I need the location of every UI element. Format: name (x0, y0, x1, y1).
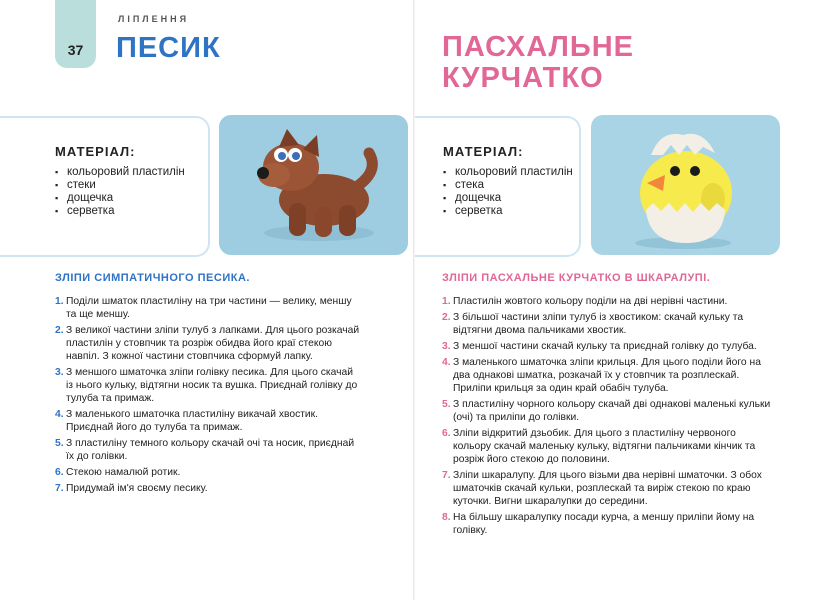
step-text: Пластилін жовтого кольору поділи на дві нерівні частини. (453, 296, 728, 307)
page-number-tab (55, 0, 96, 68)
instructions-heading: ЗЛІПИ ПАСХАЛЬНЕ КУРЧАТКО В ШКАРАЛУПІ. (442, 272, 711, 284)
material-item: ▪ серветка (55, 205, 185, 218)
material-item: ▪ стеки (55, 179, 185, 192)
dog-photo (219, 115, 408, 255)
step-number: 4. (55, 409, 64, 420)
step-item (442, 511, 772, 537)
materials-list (443, 166, 573, 218)
section-label: ЛІПЛЕННЯ (118, 14, 190, 24)
step-text: На більшу шкаралупку посади курча, а меншу приліпи йому на голівку. (453, 512, 755, 536)
step-item (55, 482, 360, 495)
right-page (415, 0, 831, 600)
step-number: 7. (442, 470, 451, 481)
step-number: 7. (55, 483, 64, 494)
step-text: З більшої частини зліпи тулуб із хвостиком: скачай кульку та відтягни двома пальчиками хвостик. (453, 312, 744, 336)
material-item: ▪ серветка (443, 205, 573, 218)
step-item (442, 295, 772, 308)
step-item (55, 466, 360, 479)
step-number: 6. (55, 467, 64, 478)
step-text: Стекою намалюй ротик. (66, 467, 181, 478)
page-title-chick (442, 32, 634, 94)
page-title-dog: ПЕСИК (116, 32, 221, 64)
title-line: КУРЧАТКО (442, 62, 604, 94)
material-item: ▪ дощечка (55, 192, 185, 205)
step-number: 2. (55, 325, 64, 336)
step-item (442, 311, 772, 337)
page-number: 37 (67, 42, 84, 58)
step-text: Поділи шматок пластиліну на три частини — велику, меншу та ще меншу. (66, 296, 352, 320)
materials-box (415, 116, 581, 257)
step-text: З пластиліну темного кольору скачай очі та носик, приєднай їх до голівки. (66, 438, 355, 462)
step-text: З великої частини зліпи тулуб з лапками. Для цього розкачай пластилін у стовпчик та розріж обидва його краї стекою навпіл. З кожної частини стовпчика сформуй лапку. (66, 325, 360, 362)
clay-dog-image (219, 115, 408, 255)
step-text: З меншого шматочка зліпи голівку песика. Для цього скачай із нього кульку, відтягни носик та вушка. Приєднай голівку до тулуба та примаж. (66, 367, 358, 404)
materials-list (55, 166, 185, 218)
step-item (55, 437, 360, 463)
step-number: 3. (55, 367, 64, 378)
step-text: З маленького шматочка пластиліну викачай хвостик. Приєднай його до тулуба та примаж. (66, 409, 319, 433)
steps-list (55, 295, 360, 498)
step-item (442, 469, 772, 508)
material-item: ▪ кольоровий пластилін (443, 166, 573, 179)
materials-title: МАТЕРІАЛ: (443, 144, 524, 159)
step-number: 8. (442, 512, 451, 523)
materials-title: МАТЕРІАЛ: (55, 144, 136, 159)
step-item (55, 324, 360, 363)
material-item: ▪ дощечка (443, 192, 573, 205)
step-text: Придумай ім'я своєму песику. (66, 483, 208, 494)
materials-box (0, 116, 210, 257)
left-page (0, 0, 413, 600)
step-number: 2. (442, 312, 451, 323)
step-item (442, 340, 772, 353)
step-text: Зліпи відкритий дзьобик. Для цього з пластиліну червоного кольору скачай маленьку кульку, відтягни пальчиками кінчик та розріж його стекою до половини. (453, 428, 756, 465)
step-number: 6. (442, 428, 451, 439)
step-item (55, 295, 360, 321)
step-item (442, 398, 772, 424)
steps-list (442, 295, 772, 540)
step-item (55, 408, 360, 434)
title-line: ПАСХАЛЬНЕ (442, 31, 635, 63)
material-item: ▪ кольоровий пластилін (55, 166, 185, 179)
step-number: 5. (55, 438, 64, 449)
clay-chick-image (591, 115, 780, 255)
step-number: 5. (442, 399, 451, 410)
step-item (442, 356, 772, 395)
step-text: З маленького шматочка зліпи крильця. Для цього поділи його на два однакові шматка, розкачай їх у стовпчик та розплескай. Приліпи крильця за один край обабіч тулуба. (453, 357, 761, 394)
step-number: 3. (442, 341, 451, 352)
instructions-heading: ЗЛІПИ СИМПАТИЧНОГО ПЕСИКА. (55, 272, 250, 284)
step-number: 1. (55, 296, 64, 307)
step-number: 4. (442, 357, 451, 368)
step-item (55, 366, 360, 405)
step-text: З пластиліну чорного кольору скачай дві однакові маленькі кульки (очі) та приліпи до голівки. (453, 399, 771, 423)
material-item: ▪ стека (443, 179, 573, 192)
step-number: 1. (442, 296, 451, 307)
step-text: З меншої частини скачай кульку та приєднай голівку до тулуба. (453, 341, 757, 352)
step-item (442, 427, 772, 466)
step-text: Зліпи шкаралупу. Для цього візьми два нерівні шматочки. З обох шматочків скачай кульки, розплескай та виріж стекою по краю куточки. Вигни шкаралупки до середини. (453, 470, 762, 507)
chick-photo (591, 115, 780, 255)
